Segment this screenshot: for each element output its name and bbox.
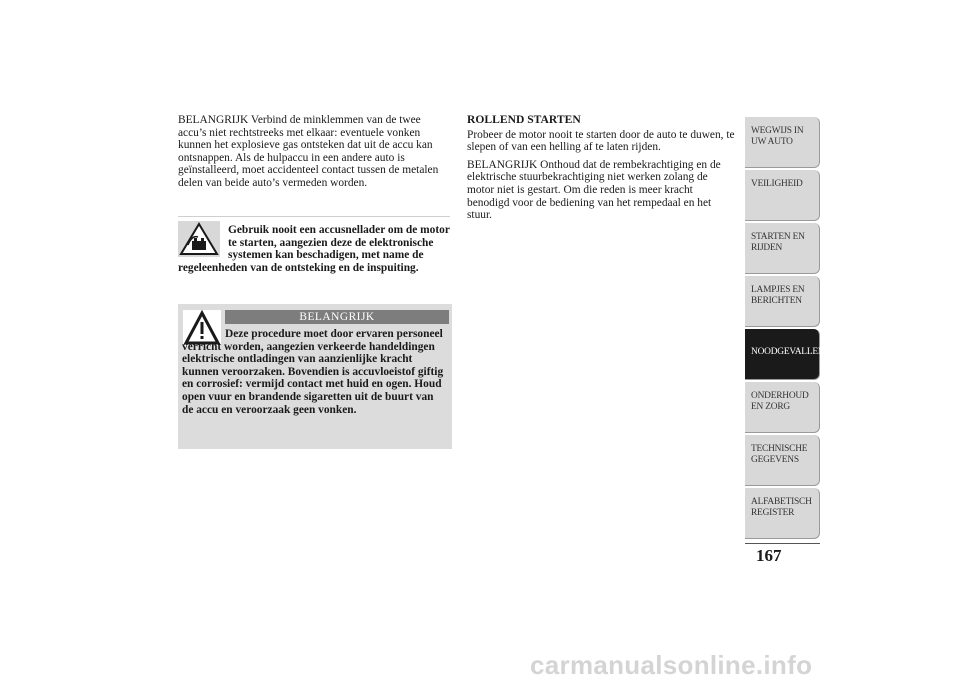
tab-wegwijs[interactable]: WEGWIJS IN UW AUTO [745, 117, 820, 168]
watermark: carmanualsonline.info [530, 650, 813, 680]
warning-box [178, 304, 452, 449]
tab-lampjes[interactable]: LAMPJES EN BERICHTEN [745, 276, 820, 327]
chapter-tabs [745, 117, 825, 541]
section-heading: ROLLEND STARTEN [467, 113, 581, 126]
tab-starten[interactable]: STARTEN EN RIJDEN [745, 223, 820, 274]
left-column [178, 114, 450, 190]
rolling-start-paragraph: Probeer de motor nooit te starten door de auto te duwen, te slepen of van een helling af te laten rijden. [467, 128, 735, 154]
tab-onderhoud[interactable]: ONDERHOUD EN ZORG [745, 382, 820, 433]
charger-note-text: Gebruik nooit een accusnellader om de motor te starten, aangezien deze de elektronische systemen kan beschadigen, met name de regeleenheden van de ontsteking en de inspuiting. [178, 224, 450, 274]
page-number-rule [745, 543, 820, 544]
battery-charger-prohibited-icon [178, 221, 220, 257]
warning-banner: BELANGRIJK [225, 310, 449, 324]
tab-technische[interactable]: TECHNISCHE GEGEVENS [745, 435, 820, 486]
warning-text: Deze procedure moet door ervaren personeel verricht worden, aangezien verkeerde handeldingen elektrische ontladingen van aanzienlijke kracht kunnen veroorzaken. Bovendien is accuvloeistof giftig en corrosief: vermijd contact met huid en ogen. Houd open vuur en brandende sigaretten uit de buurt van de accu en veroorzaak geen vonken. [182, 328, 444, 416]
tab-veiligheid[interactable]: VEILIGHEID [745, 170, 820, 221]
right-column [467, 114, 735, 227]
tab-alfabetisch[interactable]: ALFABETISCH REGISTER [745, 488, 820, 539]
brake-assist-paragraph: BELANGRIJK Onthoud dat de rembekrachtiging en de elektrische stuurbekrachtiging niet werken zolang de motor niet is gestart. Om die reden is meer kracht benodigd voor de bediening van het rempedaal en het stuur. [467, 158, 721, 222]
battery-warning-paragraph: BELANGRIJK Verbind de minklemmen van de twee accu’s niet rechtstreeks met elkaar: eventuele vonken kunnen het explosieve gas ontsteken dat uit de accu kan ontsnappen. Als de hulpaccu in een andere auto is geïnstalleerd, moet accidenteel contact tussen de metalen delen van beide auto’s vermeden worden. [178, 114, 439, 189]
tab-noodgevallen[interactable]: NOODGEVALLEN [745, 329, 820, 380]
charger-note [178, 216, 450, 274]
page-number: 167 [756, 546, 782, 565]
